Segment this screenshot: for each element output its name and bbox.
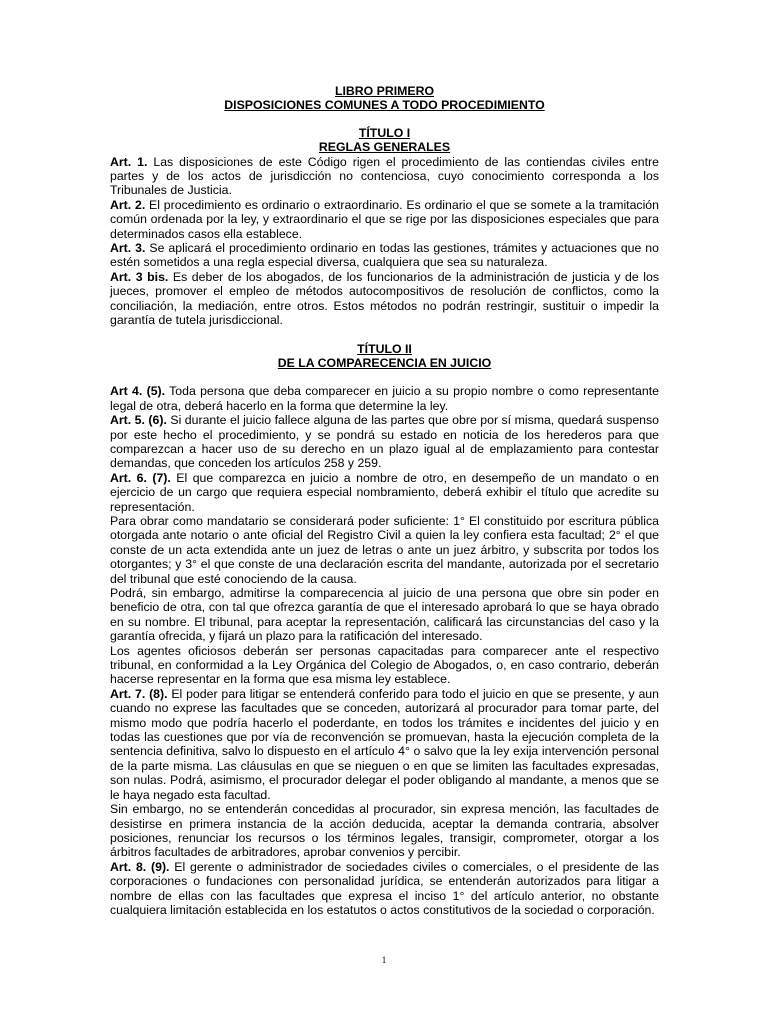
article-text: Sin embargo, no se entenderán concedidas al procurador, sin expresa mención, las facultades de desistirse en primera instancia de la acción deducida, aceptar la demanda contraria, absolver posiciones, renunciar los recursos o los términos legales, transigir, comprometer, otorgar a los árbitros facultades de arbitradores, aprobar convenios y percibir.	[110, 802, 659, 860]
article-paragraph	[110, 586, 659, 644]
article-text: Podrá, sin embargo, admitirse la comparecencia al juicio de una persona que obre sin poder en beneficio de otra, con tal que ofrezca garantía de que el interesado aprobará lo que se haya obrado en su nombre. El tribunal, para aceptar la representación, calificará las circunstancias del caso y la garantía ofrecida, y fijará un plazo para la ratificación del interesado.	[110, 586, 659, 644]
article-paragraph	[110, 471, 659, 514]
article-text: El poder para litigar se entenderá conferido para todo el juicio en que se presente, y aun cuando no exprese las facultades que se conceden, autorizará al procurador para tomar parte, del mismo modo que podría hacerlo el poderdante, en todos los trámites e incidentes del juicio y en todas las cuestiones que por vía de reconvención se promuevan, hasta la ejecución completa de la sentencia definitiva, salvo lo dispuesto en el artículo 4° o salvo que la ley exija intervención personal de la parte misma. Las cláusulas en que se nieguen o en que se limiten las facultades expresadas, son nulas. Podrá, asimismo, el procurador delegar el poder obligando al mandante, a menos que se le haya negado esta facultad.	[110, 686, 659, 802]
article-paragraph	[110, 514, 659, 586]
article-paragraph	[110, 270, 659, 328]
title-1-name: REGLAS GENERALES	[318, 140, 451, 155]
article-text: Los agentes oficiosos deberán ser personas capacitadas para comparecer ante el respectivo tribunal, en conformidad a la Ley Orgánica del Colegio de Abogados, o, en caso contrario, deberán hacerse representar en la forma que esa misma ley establece.	[110, 643, 659, 687]
book-subtitle: DISPOSICIONES COMUNES A TODO PROCEDIMIENTO	[224, 98, 545, 113]
article-label: Art 4. (5).	[110, 384, 166, 399]
article-label: Art. 5. (6).	[110, 413, 167, 428]
article-label: Art. 3 bis.	[110, 269, 169, 284]
title-2-section	[110, 342, 659, 918]
article-paragraph	[110, 860, 659, 918]
title-2-number: TÍTULO II	[357, 341, 412, 356]
article-text: El gerente o administrador de sociedades civiles o comerciales, o el presidente de las corporaciones o fundaciones con personalidad jurídica, se entenderán autorizados para litigar a nombre de ellas con las facultades que expresa el inciso 1° del artículo anterior, no obstante cualquiera limitación establecida en los estatutos o actos constitutivos de la sociedad o corporación.	[110, 859, 659, 917]
article-label: Art. 2.	[110, 197, 146, 212]
article-paragraph	[110, 241, 659, 270]
article-paragraph	[110, 384, 659, 413]
article-text: El que comparezca en juicio a nombre de otro, en desempeño de un mandato o en ejercicio de un cargo que requiera especial nombramiento, deberá exhibir el título que acredite su representación.	[110, 470, 659, 514]
article-text: Para obrar como mandatario se considerará poder suficiente: 1° El constituido por escritura pública otorgada ante notario o ante oficial del Registro Civil a quien la ley confiera esta facultad; 2° el que conste de un acta extendida ante un juez de letras o ante un juez árbitro, y subscrita por todos los otorgantes; y 3° el que conste de una declaración escrita del mandante, autorizada por el secretario del tribunal que esté conociendo de la causa.	[110, 513, 659, 586]
title-1-articles	[110, 155, 659, 328]
page-number: 1	[381, 955, 387, 965]
article-paragraph	[110, 198, 659, 241]
title-2-articles	[110, 384, 659, 917]
title-1-number: TÍTULO I	[358, 125, 411, 140]
article-paragraph	[110, 413, 659, 471]
article-text: Es deber de los abogados, de los funcionarios de la administración de justicia y de los jueces, promover el empleo de métodos autocompositivos de resolución de conflictos, como la conciliación, la mediación, entre otros. Estos métodos no podrán restringir, sustituir o impedir la garantía de tutela jurisdiccional.	[110, 269, 659, 328]
article-text: El procedimiento es ordinario o extraordinario. Es ordinario el que se somete a la tramitación común ordenada por la ley, y extraordinario el que se rige por las disposiciones especiales que para determinados casos ella establece.	[110, 197, 659, 241]
article-label: Art. 6. (7).	[110, 470, 171, 485]
article-paragraph	[110, 687, 659, 802]
article-label: Art. 1.	[110, 154, 148, 169]
article-text: Si durante el juicio fallece alguna de las partes que obre por sí misma, quedará suspenso por este hecho el procedimiento, y se pondrá su estado en noticia de los herederos para que comparezcan a hacer uso de su derecho en un plazo igual al de emplazamiento para contestar demandas, que conceden los artículos 258 y 259.	[110, 413, 659, 471]
document-page	[110, 84, 659, 917]
article-paragraph	[110, 155, 659, 198]
title-2-name: DE LA COMPARECENCIA EN JUICIO	[277, 355, 492, 370]
article-label: Art. 7. (8).	[110, 686, 168, 701]
article-label: Art. 3.	[110, 241, 146, 256]
title-1-section	[110, 126, 659, 328]
article-text: Se aplicará el procedimiento ordinario en todas las gestiones, trámites y actuaciones que no estén sometidos a una regla especial diversa, cualquiera que sea su naturaleza.	[110, 241, 659, 270]
book-title: LIBRO PRIMERO	[334, 84, 435, 98]
article-paragraph	[110, 644, 659, 687]
article-label: Art. 8. (9).	[110, 859, 170, 874]
article-text: Las disposiciones de este Código rigen el procedimiento de las contiendas civiles entre partes y de los actos de jurisdicción no contenciosa, cuyo conocimiento corresponda a los Tribunales de Justicia.	[110, 154, 659, 198]
article-text: Toda persona que deba comparecer en juicio a su propio nombre o como representante legal de otra, deberá hacerlo en la forma que determine la ley.	[110, 384, 659, 413]
article-paragraph	[110, 802, 659, 860]
